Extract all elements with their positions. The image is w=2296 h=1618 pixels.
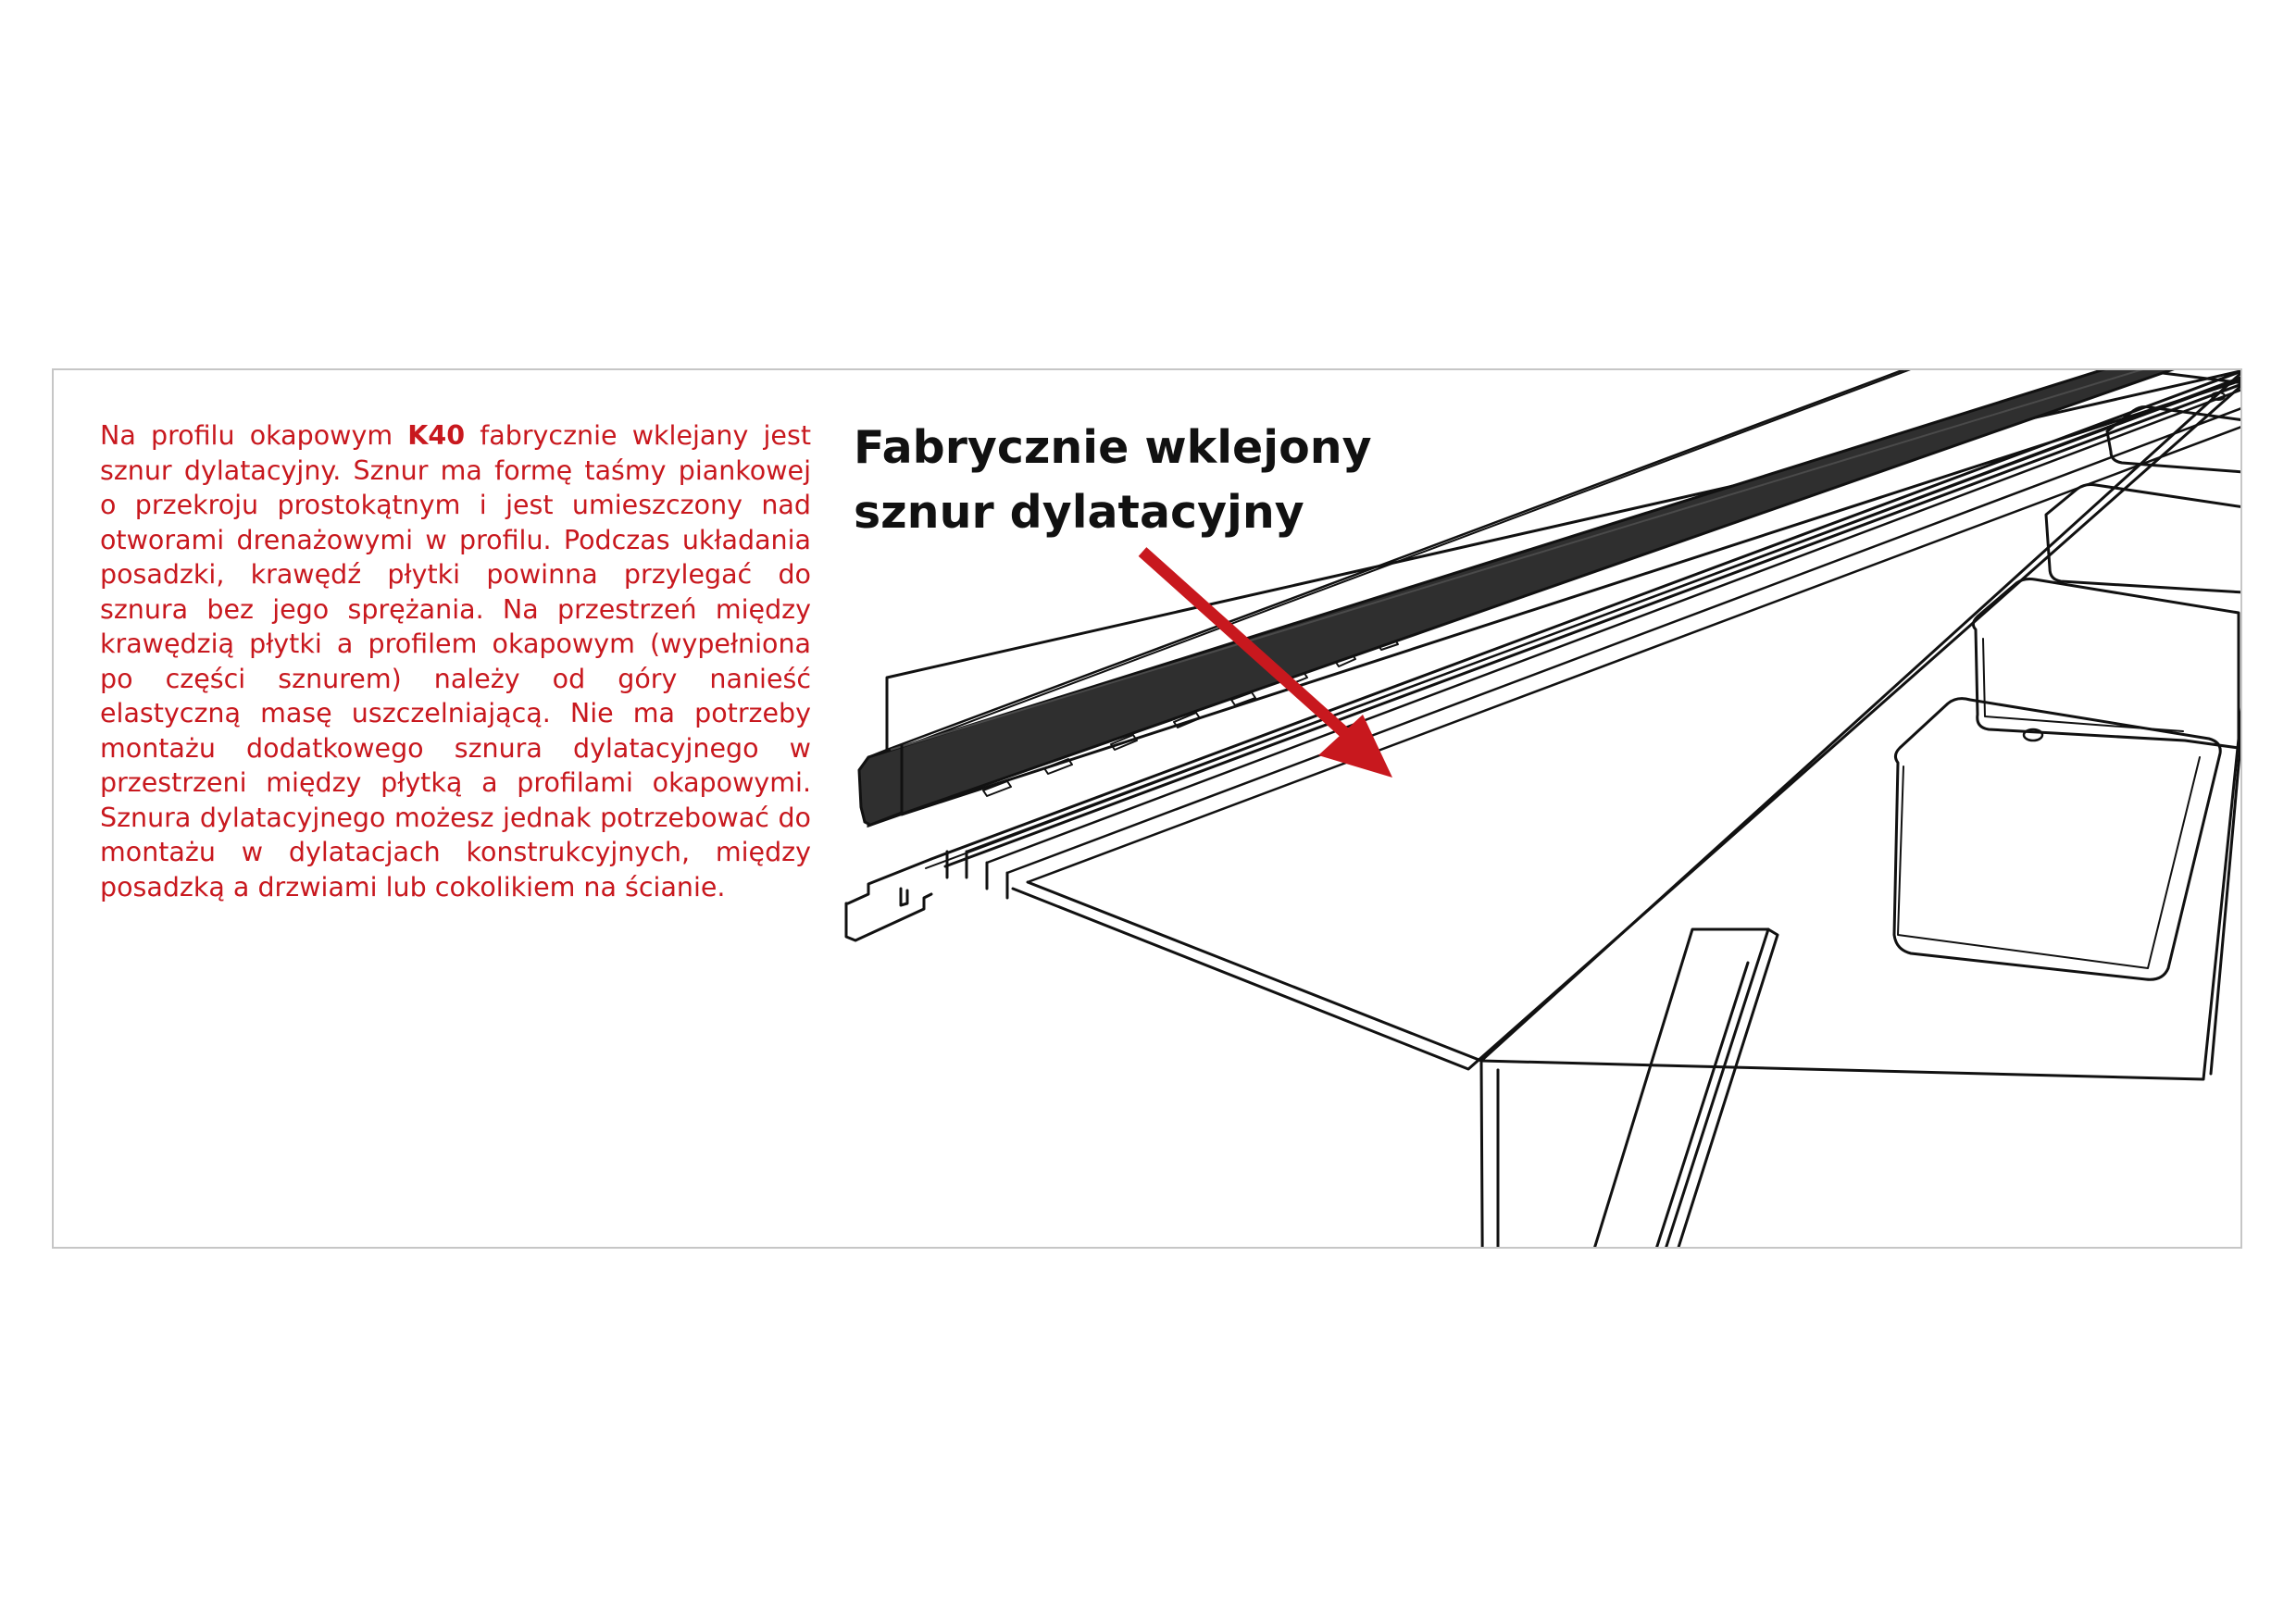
diagram-frame — [52, 368, 2242, 1249]
opening-3 — [2046, 485, 2242, 593]
support-leg — [1481, 1061, 1498, 1249]
opening-4 — [2107, 407, 2242, 473]
right-edge — [1481, 685, 2242, 1079]
description-after: fabrycznie wklejany jest sznur dylatacyjny. Sznur ma formę taśmy piankowej o przekroju prostokątnym i jest umieszczony nad otworami drenażowymi w profilu. Podczas układania posadzki, krawędź płytki powinna przylegać do sznura bez jego sprężania. Na przestrzeń między krawędzią płytki a profilem okapowym (wypełniona po części sznurem) należy od góry nanieść elastyczną masę uszczelniającą. Nie ma potrzeby montażu dodatkowego sznura dylatacyjnego w przestrzeni między płytką a profilami okapowymi. Sznura dylatacyjnego możesz jednak potrzebować do montażu w dylatacjach konstrukcyjnych, między posadzką a drzwiami lub cokolikiem na ścianie. — [100, 420, 811, 902]
callout-line-1: Fabrycznie wklejony — [854, 421, 1372, 474]
callout-line-2: sznur dylatacyjny — [854, 486, 1304, 539]
callout-label — [854, 416, 1520, 545]
product-code: K40 — [407, 420, 466, 451]
description-before: Na profilu okapowym — [100, 420, 408, 451]
drip-hook — [846, 859, 931, 940]
description-text — [100, 418, 811, 904]
